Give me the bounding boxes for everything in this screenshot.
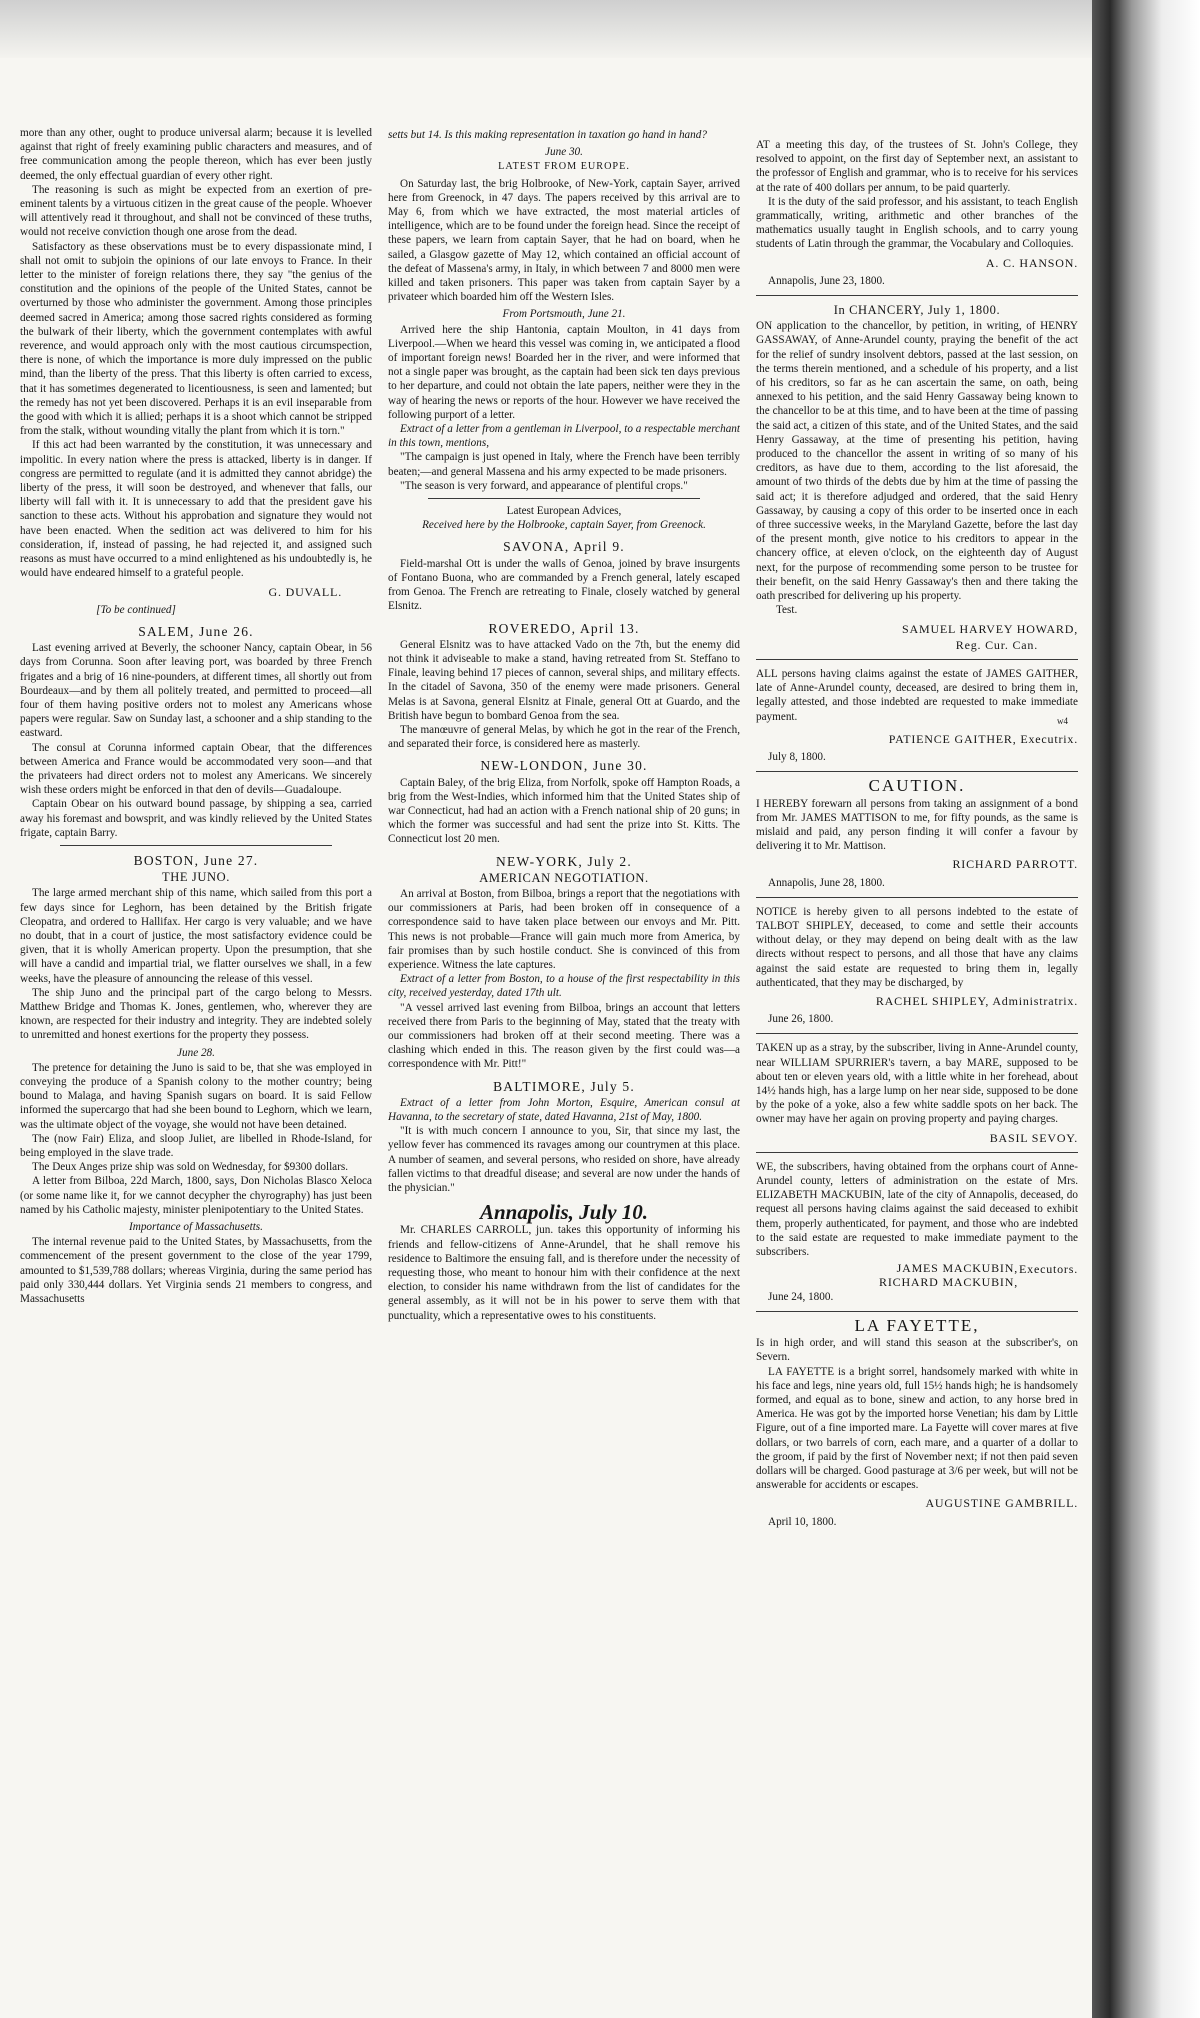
article-paragraph: General Elsnitz was to have attacked Vado on the 7th, but the enemy did not think it adviseable to make a stand, having retreated from St. Steffano to Finale, leaving behind 17 pieces of cannon, several ships, and military effects. In the citadel of Savona, 350 of the enemy were made prisoners. General Melas is at Savona, general Elsnitz at Finale, general Ott at Guardo, and the British have begun to bombard Genoa from the sea. — [388, 638, 740, 722]
author-signature: G. DUVALL. — [268, 584, 342, 599]
ad-signature: RICHARD MACKUBIN, — [879, 1275, 1018, 1290]
ad-divider — [756, 771, 1078, 772]
ad-paragraph: TAKEN up as a stray, by the subscriber, living in Anne-Arundel county, near WILLIAM SPURRIER's tavern, a bay MARE, supposed to be about ten or eleven years old, with a little white in her forehead, about 14½ hands high, has a large lump on her near side, supposed to be done by the poke of a yoke, also a few white saddle spots on her back. The owner may have her again on proving property and paying charges. — [756, 1042, 1078, 1126]
ad-signature: JAMES MACKUBIN, — [896, 1261, 1018, 1276]
ad-signature-title: Reg. Cur. Can. — [955, 637, 1038, 652]
ad-signature: A. C. HANSON. — [985, 255, 1078, 270]
article-paragraph: On Saturday last, the brig Holbrooke, of New-York, captain Sayer, arrived here from Greenock, in 47 days. The papers received by this arrival are to May 6, from which we have extracted, the most material articles of intelligence, which are to be found under the foreign head. Since the receipt of these papers, we learn from captain Sayer, that he had on board, when he sailed, a Glasgow gazette of May 12, which contained an official account of the defeat of Massena's army, in Italy, in which between 7 and 8000 men were killed and taken prisoners. This paper was taken from captain Sayer by a privateer which boarded him off the Western Isles. — [388, 177, 740, 304]
article-paragraph: Arrived here the ship Hantonia, captain Moulton, in 41 days from Liverpool.—When we heard this vessel was coming in, we anticipated a flood of important foreign news! Boarded her in the river, and were informed that not a single paper was brought, as the captain had been sick ten days previous to her departure, and could not obtain the late papers, neither were they in the way of hearing the news or reports of the hour. However we have received the following purport of a letter. — [388, 323, 740, 421]
ad-date: June 24, 1800. — [768, 1290, 834, 1303]
column-left — [20, 126, 372, 2006]
article-paragraph: The reasoning is such as might be expected from an exertion of pre-eminent talents by a virtuous citizen in the great cause of the people. Whoever will attentively read it throughout, and shall not be convinced of these truths, would not receive conviction though one arose from the dead. — [20, 183, 372, 239]
ad-title-la-fayette: LA FAYETTE, — [854, 1316, 980, 1336]
dateline-new-york: NEW-YORK, July 2. — [496, 853, 632, 869]
section-divider — [428, 498, 700, 499]
ad-paragraph: I HEREBY forewarn all persons from taking an assignment of a bond from Mr. JAMES MATTISON to me, for fifty pounds, as the same is mislaid and paid, any person finding it will confer a favour by delivering it to Mr. Mattison. — [756, 797, 1078, 853]
ad-date: Annapolis, June 28, 1800. — [768, 876, 885, 889]
dateline-new-london: NEW-LONDON, June 30. — [480, 758, 648, 774]
ad-paragraph: Is in high order, and will stand this season at the subscriber's, on Severn. — [756, 1337, 1078, 1364]
dateline-baltimore: BALTIMORE, July 5. — [493, 1078, 635, 1094]
dateline-savona: SAVONA, April 9. — [503, 539, 625, 555]
ad-divider — [756, 295, 1078, 296]
ad-paragraph: LA FAYETTE is a bright sorrel, handsomely marked with white in his face and legs, nine years old, full 15½ hands high; he is handsomely formed, and equal as to bone, sinew and action, to any horse bred in America. He was got by the imported horse Venetian; his dam by Little Figure, out of a fine imported mare. La Fayette will cover mares at five dollars, or two barrels of corn, each mare, and a quarter of a dollar to the groom, if paid by the first of November next; if not then paid seven dollars will be charged. Good pasturage at 3/6 per week, but will not be answerable for accidents or escapes. — [756, 1365, 1078, 1492]
article-quote: "The season is very forward, and appearance of plentiful crops." — [400, 479, 688, 492]
ad-divider — [756, 1152, 1078, 1153]
column-middle — [388, 128, 740, 2008]
article-quote: "The campaign is just opened in Italy, where the French have been terribly beaten;—and general Massena and his army expected to be made prisoners. — [388, 451, 740, 478]
dateline-portsmouth: From Portsmouth, June 21. — [502, 308, 626, 321]
dateline-roveredo: ROVEREDO, April 13. — [488, 620, 640, 636]
article-paragraph: The large armed merchant ship of this name, which sailed from this port a few days since for Leghorn, has been detained by the British frigate Cleopatra, and ordered to Hallifax. Her cargo is very valuable; and we have no doubt, that in a court of justice, the most satisfactory evidence could be given, that it is wholly American property. Upon the presumption, that she will have a candid and impartial trial, we flatter ourselves we shall, in a few weeks, have the pleasure of announcing the release of this vessel. — [20, 887, 372, 985]
headline-negotiation: AMERICAN NEGOTIATION. — [479, 870, 649, 885]
ad-divider — [756, 659, 1078, 660]
article-paragraph: The internal revenue paid to the United States, by Massachusetts, from the commencement of the present government to the close of the year 1799, amounted to $1,539,788 dollars; whereas Virginia, during the same period has paid only 330,444 dollars. Yet Virginia sends 21 members to congress, and Massachusetts — [20, 1236, 372, 1306]
extract-heading: Extract of a letter from a gentleman in Liverpool, to a respectable merchant in this town, mentions, — [388, 423, 740, 450]
article-paragraph: If this act had been warranted by the constitution, it was unnecessary and impolitic. In every nation where the press is attacked, liberty is in danger. If congress are permitted to regulate (and it is admitted they cannot abridge) the liberty of the press, it will soon be destroyed, and whenever that falls, our liberty will fall with it. It is unnecessary to add that the president gave his sanction to these acts. Without his approbation and signature they would not have been enacted. When the sedition act was delivered to him for his consideration, if, instead of passing, he had rejected it, and assigned such reasons as must have occurred to a mind enlightened as his undoubtedly is, he would have endeared himself to a grateful people. — [20, 439, 372, 580]
column-advertisements — [756, 138, 1078, 2018]
received-note: Received here by the Holbrooke, captain Sayer, from Greenock. — [422, 519, 706, 532]
dateline-june-28: June 28. — [177, 1046, 215, 1059]
article-paragraph: The pretence for detaining the Juno is said to be, that she was employed in conveying the produce of a Spanish colony to the mother country; being bound to Malaga, and having Spanish sugars on board. It is said Fellow informed the supercargo that had she been bound to Leghorn, which we learn, was the ultimate object of the voyage, she would not have been detained. — [20, 1061, 372, 1131]
article-paragraph: The manœuvre of general Melas, by which he got in the rear of the French, and separated their force, is considered here as masterly. — [388, 723, 740, 751]
ad-paragraph: NOTICE is hereby given to all persons indebted to the estate of TALBOT SHIPLEY, deceased, to come and settle their accounts without delay, or they may depend on being dealt with as the law directs without respect to persons, and all those that have any claims against the said estate are requested to bring them in, legally authenticated, that they may be discharged, by — [756, 905, 1078, 989]
article-paragraph: An arrival at Boston, from Bilboa, brings a report that the negotiations with our commissioners at Paris, had been broken off in consequence of a correspondence said to have taken place between our envoys and Mr. Pitt. This news is not probable—France will gain much more from America, by fair promises than by such hostile conduct. She is convinced of this from experience. Witness the late captures. — [388, 887, 740, 971]
headline-juno: THE JUNO. — [162, 870, 230, 885]
headline-latest-advices: Latest European Advices, — [506, 505, 622, 518]
article-paragraph: Satisfactory as these observations must be to every dispassionate mind, I shall not omit to subjoin the opinions of our late envoys to France. In their letter to the minister of foreign relations there, they say "the genius of the constitution and the opinions of the people of the United States, cannot be overturned by those who administer the government. Among those principles deemed sacred in America; among those sacred rights considered as forming the bulwark of their liberty, which the government contemplates with awful reverence, and would approach only with the most cautious circumspection, there is none, of which the importance is more duly impressed on the public mind, than the liberty of the press. That this liberty is often carried to excess, that it has sometimes degenerated to licentiousness, is seen and lamented; but the remedy has not yet been discovered. Perhaps it is an evil inseparable from the good with which it is allied; perhaps it is a shoot which cannot be stripped from the stalk, without wounding vitally the plant from which it is torn." — [20, 240, 372, 438]
dateline-annapolis: Annapolis, July 10. — [479, 1200, 649, 1225]
ad-signature: RICHARD PARROTT. — [952, 857, 1078, 872]
article-paragraph: The (now Fair) Eliza, and sloop Juliet, are libelled in Rhode-Island, for being employed in the slave trade. — [20, 1132, 372, 1160]
article-quote: "A vessel arrived last evening from Bilboa, brings an account that letters received there from Paris to the beginning of May, stated that the treaty with our commissioners had broken off at their second meeting. There was a clashing which ended in this. The reason given by the first could was—a correspondence with Mr. Pitt!" — [388, 1001, 740, 1071]
article-paragraph: The ship Juno and the principal part of the cargo belong to Messrs. Matthew Bridge and Thomas K. Jones, gentlemen, who, wherever they are known, are respected for their industry and integrity. They are indebted solely to unremitted and honest exertions for the property they possess. — [20, 986, 372, 1042]
article-paragraph: Mr. CHARLES CARROLL, jun. takes this opportunity of informing his friends and fellow-citizens of Anne-Arundel, that he shall remove his residence to Baltimore the ensuing fall, and is therefore under the necessity of requesting those, who meant to honour him with their confidence at the next election, to consider his name withdrawn from the list of candidates for the general assembly, as it will not be in his power to serve them with that punctuality, which a representative owes to his constituents. — [388, 1224, 740, 1322]
ad-divider — [756, 1033, 1078, 1034]
ad-date: June 26, 1800. — [768, 1013, 834, 1026]
ad-title-caution: CAUTION. — [868, 776, 966, 796]
article-paragraph: Captain Baley, of the brig Eliza, from Norfolk, spoke off Hampton Roads, a brig from the West-Indies, which informed him that the United States ship of war Connecticut, had had an action with a French national ship of 20 guns; in which the former was successful and had sent the prize into St. Kitts. The Connecticut lost 20 men. — [388, 776, 740, 846]
ad-paragraph: WE, the subscribers, having obtained from the orphans court of Anne-Arundel county, letters of administration on the estate of Mrs. ELIZABETH MACKUBIN, late of the city of Annapolis, deceased, do request all persons having claims against the said deceased to exhibit them, properly authenticated, for payment, and those who are indebted to the said estate are requested to make immediate payment to the subscribers. — [756, 1160, 1078, 1259]
ad-divider — [756, 1311, 1078, 1312]
ad-date: Annapolis, June 23, 1800. — [768, 274, 885, 287]
ad-paragraph: ALL persons having claims against the estate of JAMES GAITHER, late of Anne-Arundel county, deceased, are desired to bring them in, legally attested, and those indebted are requested to make immediate payment. — [756, 667, 1078, 723]
extract-heading: Extract of a letter from Boston, to a house of the first respectability in this city, received yesterday, dated 17th ult. — [388, 973, 740, 1000]
continued-note: [To be continued] — [96, 603, 176, 616]
ad-paragraph: ON application to the chancellor, by petition, in writing, of HENRY GASSAWAY, of Anne-Arundel county, praying the benefit of the act for the relief of sundry insolvent debtors, passed at the last session, on the terms therein mentioned, and a schedule of his property, and a list of his creditors, so far as he can ascertain the same, on oath, being annexed to his petition, and the said Henry Gassaway being known to the chancellor to be at this time, and to have been at the time of passing the said act, a citizen of this state, and of the United States, and the said Henry Gassaway, at the time of presenting his petition, having produced to the chancellor the assent in writing of so many of his creditors, as have due to them, according to the list aforesaid, the amount of two thirds of the debts due by him at the time of passing the said act; it is therefore adjudged and ordered, that the said Henry Gassaway, by causing a copy of this order to be inserted once in each of three successive weeks, in the Maryland Gazette, before the last day of the present month, give notice to his creditors to appear in the chancery office, at eleven o'clock, on the eighteenth day of August next, for the purpose of recommending some person to be trustee for their benefit, on the said Henry Gassaway's then and there taking the oath prescribed for delivering up his property. — [756, 320, 1078, 603]
article-paragraph: The consul at Corunna informed captain Obear, that the differences between America and France would be accommodated very soon—and that the privateers had direct orders not to molest any Americans. We sincerely wish these orders might be enforced in that den of devils—Guadaloupe. — [20, 741, 372, 797]
ad-divider — [756, 897, 1078, 898]
ad-signature: AUGUSTINE GAMBRILL. — [925, 1496, 1078, 1511]
ad-insertion-note: w4 — [1057, 715, 1068, 726]
ad-paragraph: It is the duty of the said professor, and his assistant, to teach English grammatically, writing, arithmetic and other branches of the mathematics usually taught in English schools, and to carry young students of Latin through the grammar, the Vocabulary and Colloquies. — [756, 195, 1078, 251]
ad-paragraph: AT a meeting this day, of the trustees of St. John's College, they resolved to appoint, on the first day of September next, an assistant to the professor of English and grammar, who is to receive for his services at the rate of 400 dollars per annum, to be paid quarterly. — [756, 139, 1078, 194]
article-paragraph: Last evening arrived at Beverly, the schooner Nancy, captain Obear, in 56 days from Corunna. Soon after leaving port, was boarded by three French frigates and a brig of 16 nine-pounders, at different times, all shortly out from Bourdeaux—and by them all politely treated, and permitted to proceed—all four of them having positive orders not to molest any Americans whose papers were regular. Saw on Sunday last, a schooner and a ship standing to the eastward. — [20, 642, 372, 740]
ad-signature: RACHEL SHIPLEY, Administratrix. — [875, 993, 1078, 1008]
article-quote: "It is with much concern I announce to you, Sir, that since my last, the yellow fever has commenced its ravages among our countrymen at this place. A number of seamen, and several persons, who resided on shore, have already fallen victims to that dreadful disease; and several are now under the hands of the physician." — [388, 1125, 740, 1195]
ad-date: July 8, 1800. — [768, 751, 826, 764]
extract-heading: Extract of a letter from John Morton, Esquire, American consul at Havanna, to the secretary of state, dated Havanna, 21st of May, 1800. — [388, 1096, 740, 1123]
dateline-boston: BOSTON, June 27. — [133, 852, 259, 868]
article-paragraph: Field-marshal Ott is under the walls of Genoa, joined by brave insurgents of Fontano Buona, who are commanded by a French general, lately escaped from Genoa. The French are retreating to Finale, closely watched by general Elsnitz. — [388, 557, 740, 613]
ad-signature: PATIENCE GAITHER, Executrix. — [888, 731, 1078, 746]
ad-signature: SAMUEL HARVEY HOWARD, — [902, 621, 1078, 636]
article-paragraph: more than any other, ought to produce universal alarm; because it is levelled against that right of freely examining public characters and measures, and of free communication among the people thereon, which has ever been justly deemed, the only effectual guardian of every other right. — [20, 127, 372, 182]
article-paragraph: setts but 14. Is this making representation in taxation go hand in hand? — [388, 129, 707, 141]
section-divider — [60, 845, 332, 846]
top-torn-edge — [0, 0, 1200, 58]
article-paragraph: Captain Obear on his outward bound passage, by shipping a sea, carried away his foremast and bowsprit, and was kindly relieved by the United States frigate, captain Barry. — [20, 798, 372, 839]
headline-latest-europe: LATEST FROM EUROPE. — [498, 161, 630, 173]
ad-test-label: Test. — [776, 604, 798, 617]
article-paragraph: A letter from Bilboa, 22d March, 1800, says, Don Nicholas Blasco Xeloca (or some name like it, for we cannot decypher the chyrography) has just been named by his Catholic majesty, minister plenipotentiary to the United States. — [20, 1175, 372, 1216]
dateline-salem: SALEM, June 26. — [138, 623, 254, 639]
headline-massachusetts: Importance of Massachusetts. — [129, 1221, 263, 1234]
ad-signature-title: Executors. — [1019, 1261, 1078, 1276]
ad-heading-chancery: In CHANCERY, July 1, 1800. — [833, 303, 1001, 318]
dateline-june-30: June 30. — [545, 146, 583, 159]
page-fold-shadow — [1092, 0, 1200, 2018]
article-paragraph: The Deux Anges prize ship was sold on Wednesday, for $9300 dollars. — [32, 1161, 349, 1174]
ad-signature: BASIL SEVOY. — [989, 1130, 1078, 1145]
ad-date: April 10, 1800. — [768, 1515, 837, 1528]
